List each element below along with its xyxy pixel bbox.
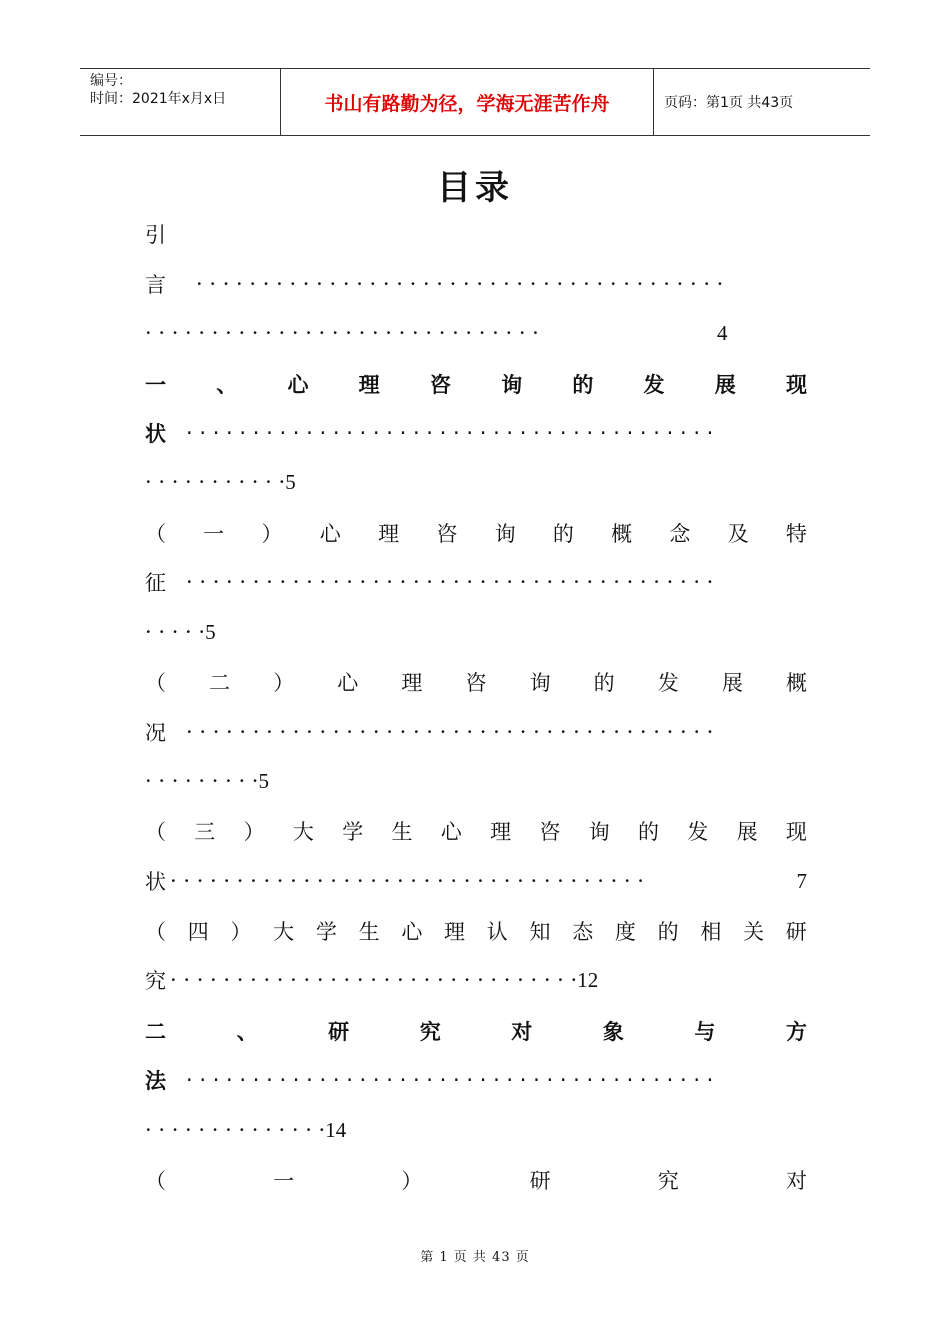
toc-char: 大 bbox=[292, 820, 314, 844]
toc-char: 二 bbox=[145, 1020, 166, 1044]
toc-char: 三 bbox=[194, 820, 216, 844]
toc-line bbox=[145, 219, 807, 249]
toc-entry-line bbox=[145, 667, 807, 697]
toc-char: 心 bbox=[319, 522, 341, 546]
toc-line bbox=[145, 1065, 807, 1095]
toc-char: 学 bbox=[342, 820, 364, 844]
header-page-info: 页码：第1页 共43页 bbox=[664, 95, 794, 111]
toc-char: 认 bbox=[486, 920, 508, 944]
toc-heading-line bbox=[145, 369, 807, 399]
toc-char: 关 bbox=[743, 920, 765, 944]
toc-line bbox=[145, 766, 807, 796]
toc-leader-dots: · · · · · · · · · · · · · · · · · · · · · · · · · · · · · · · bbox=[170, 968, 578, 992]
toc-char: 学 bbox=[315, 920, 337, 944]
toc-char: 二 bbox=[209, 671, 231, 695]
toc-line bbox=[145, 418, 807, 448]
page-header bbox=[80, 68, 870, 136]
toc-char: 心 bbox=[287, 373, 309, 397]
toc-char: 研 bbox=[785, 920, 807, 944]
toc-char: （ bbox=[145, 920, 166, 944]
toc-char: 的 bbox=[572, 373, 594, 397]
toc-char: 概 bbox=[785, 671, 807, 695]
toc-char: （ bbox=[145, 1169, 166, 1193]
toc-leader-dots: · · · · · · · · · · · · · · bbox=[145, 1118, 326, 1142]
toc-entry-line bbox=[145, 916, 807, 946]
toc-char: 理 bbox=[358, 373, 380, 397]
toc-char: 咨 bbox=[436, 522, 458, 546]
toc-char: 一 bbox=[203, 522, 225, 546]
toc-char: 询 bbox=[529, 671, 551, 695]
toc-char: 理 bbox=[490, 820, 512, 844]
toc-page-number: 5 bbox=[285, 469, 296, 494]
toc-char: ） bbox=[401, 1169, 423, 1193]
toc-char: （ bbox=[145, 671, 166, 695]
toc-text: 究 bbox=[145, 969, 166, 993]
page-footer: 第 1 页 共 43 页 bbox=[420, 1250, 530, 1265]
toc-char: 特 bbox=[785, 522, 807, 546]
toc-char: 展 bbox=[714, 373, 736, 397]
toc-char: 询 bbox=[588, 820, 610, 844]
toc-char: 研 bbox=[529, 1169, 551, 1193]
doc-number-label: 编号： bbox=[90, 73, 132, 89]
header-meta bbox=[80, 69, 281, 135]
toc-leader-dots: · · · · · · · · · · · · · · · · · · · · · · · · · · · · · · · · · · · · · · · · bbox=[196, 272, 724, 296]
toc-line bbox=[145, 617, 807, 647]
toc-char: 心 bbox=[337, 671, 359, 695]
toc-char: ） bbox=[230, 920, 252, 944]
toc-char: 对 bbox=[785, 1169, 807, 1193]
toc-entry-line bbox=[145, 518, 807, 548]
toc-leader-dots: · · · · · · · · · · · · · · · · · · · · · · · · · · · · · · · · · · · · bbox=[170, 869, 644, 893]
toc-line bbox=[145, 1115, 807, 1145]
toc-leader-dots: · · · · · · · · · · · · · · · · · · · · · · · · · · · · · · · · · · · · · · · · bbox=[186, 421, 714, 445]
toc-line bbox=[145, 318, 807, 348]
toc-text: 引 bbox=[145, 223, 166, 247]
toc-line bbox=[145, 269, 807, 299]
toc-leader-dots: · · · · · bbox=[145, 620, 206, 644]
toc-char: 发 bbox=[657, 671, 679, 695]
toc-leader-dots: · · · · · · · · · bbox=[145, 769, 259, 793]
toc-entry-line bbox=[145, 1165, 807, 1195]
toc-page-number: 7 bbox=[796, 868, 807, 893]
toc-char: 念 bbox=[669, 522, 691, 546]
toc-char: 与 bbox=[694, 1020, 716, 1044]
toc-leader-dots: · · · · · · · · · · · · · · · · · · · · · · · · · · · · · · · · · · · · · · · · bbox=[186, 720, 714, 744]
toc-leader-dots: · · · · · · · · · · · bbox=[145, 470, 286, 494]
page-title: 目录 bbox=[437, 168, 513, 208]
toc-line bbox=[145, 866, 807, 896]
toc-page-number: 5 bbox=[258, 768, 269, 793]
toc-char: 、 bbox=[236, 1020, 258, 1044]
header-motto: 书山有路勤为径，学海无涯苦作舟 bbox=[281, 69, 654, 135]
toc-char: ） bbox=[273, 671, 295, 695]
toc-entry-line bbox=[145, 816, 807, 846]
toc-char: 态 bbox=[572, 920, 594, 944]
toc-char: 四 bbox=[187, 920, 209, 944]
toc-char: 理 bbox=[378, 522, 400, 546]
toc-line bbox=[145, 467, 807, 497]
toc-text: 况 bbox=[145, 721, 166, 745]
toc-char: 概 bbox=[611, 522, 633, 546]
toc-char: 及 bbox=[727, 522, 749, 546]
toc-char: 对 bbox=[511, 1020, 533, 1044]
toc-leader-dots: · · · · · · · · · · · · · · · · · · · · · · · · · · · · · · bbox=[145, 321, 539, 345]
toc-leader-dots: · · · · · · · · · · · · · · · · · · · · · · · · · · · · · · · · · · · · · · · · bbox=[186, 570, 714, 594]
toc-char: 心 bbox=[440, 820, 462, 844]
toc-text: 征 bbox=[145, 571, 166, 595]
toc-line bbox=[145, 717, 807, 747]
toc-page-number: 5 bbox=[205, 619, 216, 644]
toc-char: 方 bbox=[785, 1020, 807, 1044]
toc-char: （ bbox=[145, 820, 166, 844]
toc-line bbox=[145, 965, 807, 995]
toc-char: ） bbox=[243, 820, 265, 844]
toc-text: 状 bbox=[145, 422, 166, 446]
toc-char: 心 bbox=[401, 920, 423, 944]
toc-char: 生 bbox=[358, 920, 380, 944]
toc-char: 咨 bbox=[465, 671, 487, 695]
toc-char: 究 bbox=[419, 1020, 441, 1044]
toc-char: 发 bbox=[643, 373, 665, 397]
toc-char: 一 bbox=[273, 1169, 295, 1193]
toc-char: 知 bbox=[529, 920, 551, 944]
toc-char: 度 bbox=[614, 920, 636, 944]
toc-char: 象 bbox=[602, 1020, 624, 1044]
toc-leader-dots: · · · · · · · · · · · · · · · · · · · · · · · · · · · · · · · · · · · · · · · · bbox=[186, 1068, 714, 1092]
toc-char: 展 bbox=[736, 820, 758, 844]
toc-char: 大 bbox=[273, 920, 295, 944]
toc-char: 现 bbox=[785, 373, 807, 397]
toc-char: 一 bbox=[145, 373, 166, 397]
toc-heading-line bbox=[145, 1016, 807, 1046]
toc-char: 展 bbox=[721, 671, 743, 695]
toc-page-number: 4 bbox=[717, 320, 728, 345]
doc-date-label: 时间：2021年x月x日 bbox=[90, 91, 227, 107]
toc-char: 的 bbox=[593, 671, 615, 695]
toc-char: ） bbox=[261, 522, 283, 546]
toc-text: 状 bbox=[145, 870, 166, 894]
toc-char: 咨 bbox=[429, 373, 451, 397]
toc-char: 究 bbox=[657, 1169, 679, 1193]
toc-char: 研 bbox=[328, 1020, 350, 1044]
toc-page-number: 14 bbox=[325, 1117, 347, 1142]
toc-char: 理 bbox=[401, 671, 423, 695]
toc-char: 询 bbox=[501, 373, 523, 397]
toc-line bbox=[145, 567, 807, 597]
toc-char: 、 bbox=[216, 373, 238, 397]
toc-char: 询 bbox=[494, 522, 516, 546]
toc-char: （ bbox=[145, 522, 166, 546]
toc-char: 现 bbox=[785, 820, 807, 844]
toc-char: 咨 bbox=[539, 820, 561, 844]
toc-char: 的 bbox=[657, 920, 679, 944]
toc-char: 的 bbox=[552, 522, 574, 546]
toc-char: 生 bbox=[391, 820, 413, 844]
toc-page-number: 12 bbox=[577, 967, 599, 992]
toc-char: 的 bbox=[637, 820, 659, 844]
toc-text: 言 bbox=[145, 273, 166, 297]
toc-text: 法 bbox=[145, 1069, 166, 1093]
toc-char: 发 bbox=[687, 820, 709, 844]
toc-char: 相 bbox=[700, 920, 722, 944]
toc-char: 理 bbox=[444, 920, 466, 944]
